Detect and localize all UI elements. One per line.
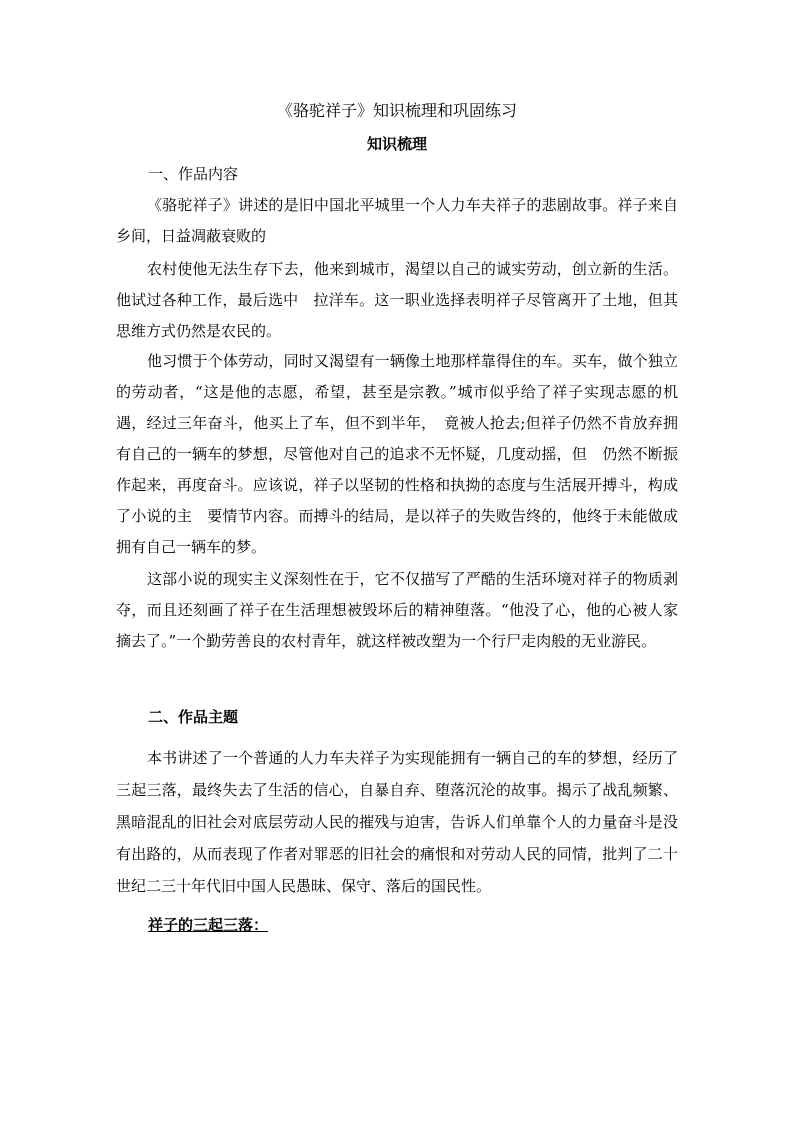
paragraph-struggle: 他习惯于个体劳动，同时又渴望有一辆像土地那样靠得住的车。买车，做个独立的劳动者，“这是他的志愿，希望，甚至是宗教。”城市似乎给了祥子实现志愿的机遇，经过三年奋斗，他买上了车，但不到半年， 竟被人抢去;但祥子仍然不肯放弃拥有自己的一辆车的梦想，尽管他对自己的追求不无怀疑，几度动摇，但 仍然不断振作起来，再度奋斗。应该说，祥子以坚韧的性格和执拗的态度与生活展开搏斗，构成了小说的主 要情节内容。而搏斗的结局，是以祥子的失败告终的，他终于未能做成拥有自己一辆车的梦。 [116, 352, 678, 556]
paragraph-theme: 本书讲述了一个普通的人力车夫祥子为实现能拥有一辆自己的车的梦想，经历了三起三落，最终失去了生活的信心，自暴自弃、堕落沉沦的故事。揭示了战乱频繁、黑暗混乱的旧社会对底层劳动人民的摧残与迫害，告诉人们单靠个人的力量奋斗是没有出路的，从而表现了作者对罪恶的旧社会的痛恨和对劳动人民的同情，批判了二十世纪二三十年代旧中国人民愚昧、保守、落后的国民性。 [116, 749, 678, 895]
section-heading-content: 一、作品内容 [148, 165, 239, 183]
document-subtitle: 知识梳理 [366, 135, 427, 153]
paragraph-realism: 这部小说的现实主义深刻性在于，它不仅描写了严酷的生活环境对祥子的物质剥夺，而且还刻画了祥子在生活理想被毁坏后的精神堕落。“他没了心，他的心被人家摘去了。”一个勤劳善良的农村青年，就这样被改塑为一个行尸走肉般的无业游民。 [116, 570, 678, 650]
paragraph-city-life: 农村使他无法生存下去，他来到城市，渴望以自己的诚实劳动，创立新的生活。他试过各种工作，最后选中 拉洋车。这一职业选择表明祥子尽管离开了土地，但其思维方式仍然是农民的。 [116, 260, 678, 340]
section-heading-theme: 二、作品主题 [148, 708, 239, 726]
paragraph-intro: 《骆驼祥子》讲述的是旧中国北平城里一个人力车夫祥子的悲剧故事。祥子来自乡间，日益凋蔽衰败的 [116, 196, 678, 245]
document-title: 《骆驼祥子》知识梳理和巩固练习 [276, 101, 517, 120]
subheading-three-rises-falls: 祥子的三起三落： [148, 916, 269, 934]
